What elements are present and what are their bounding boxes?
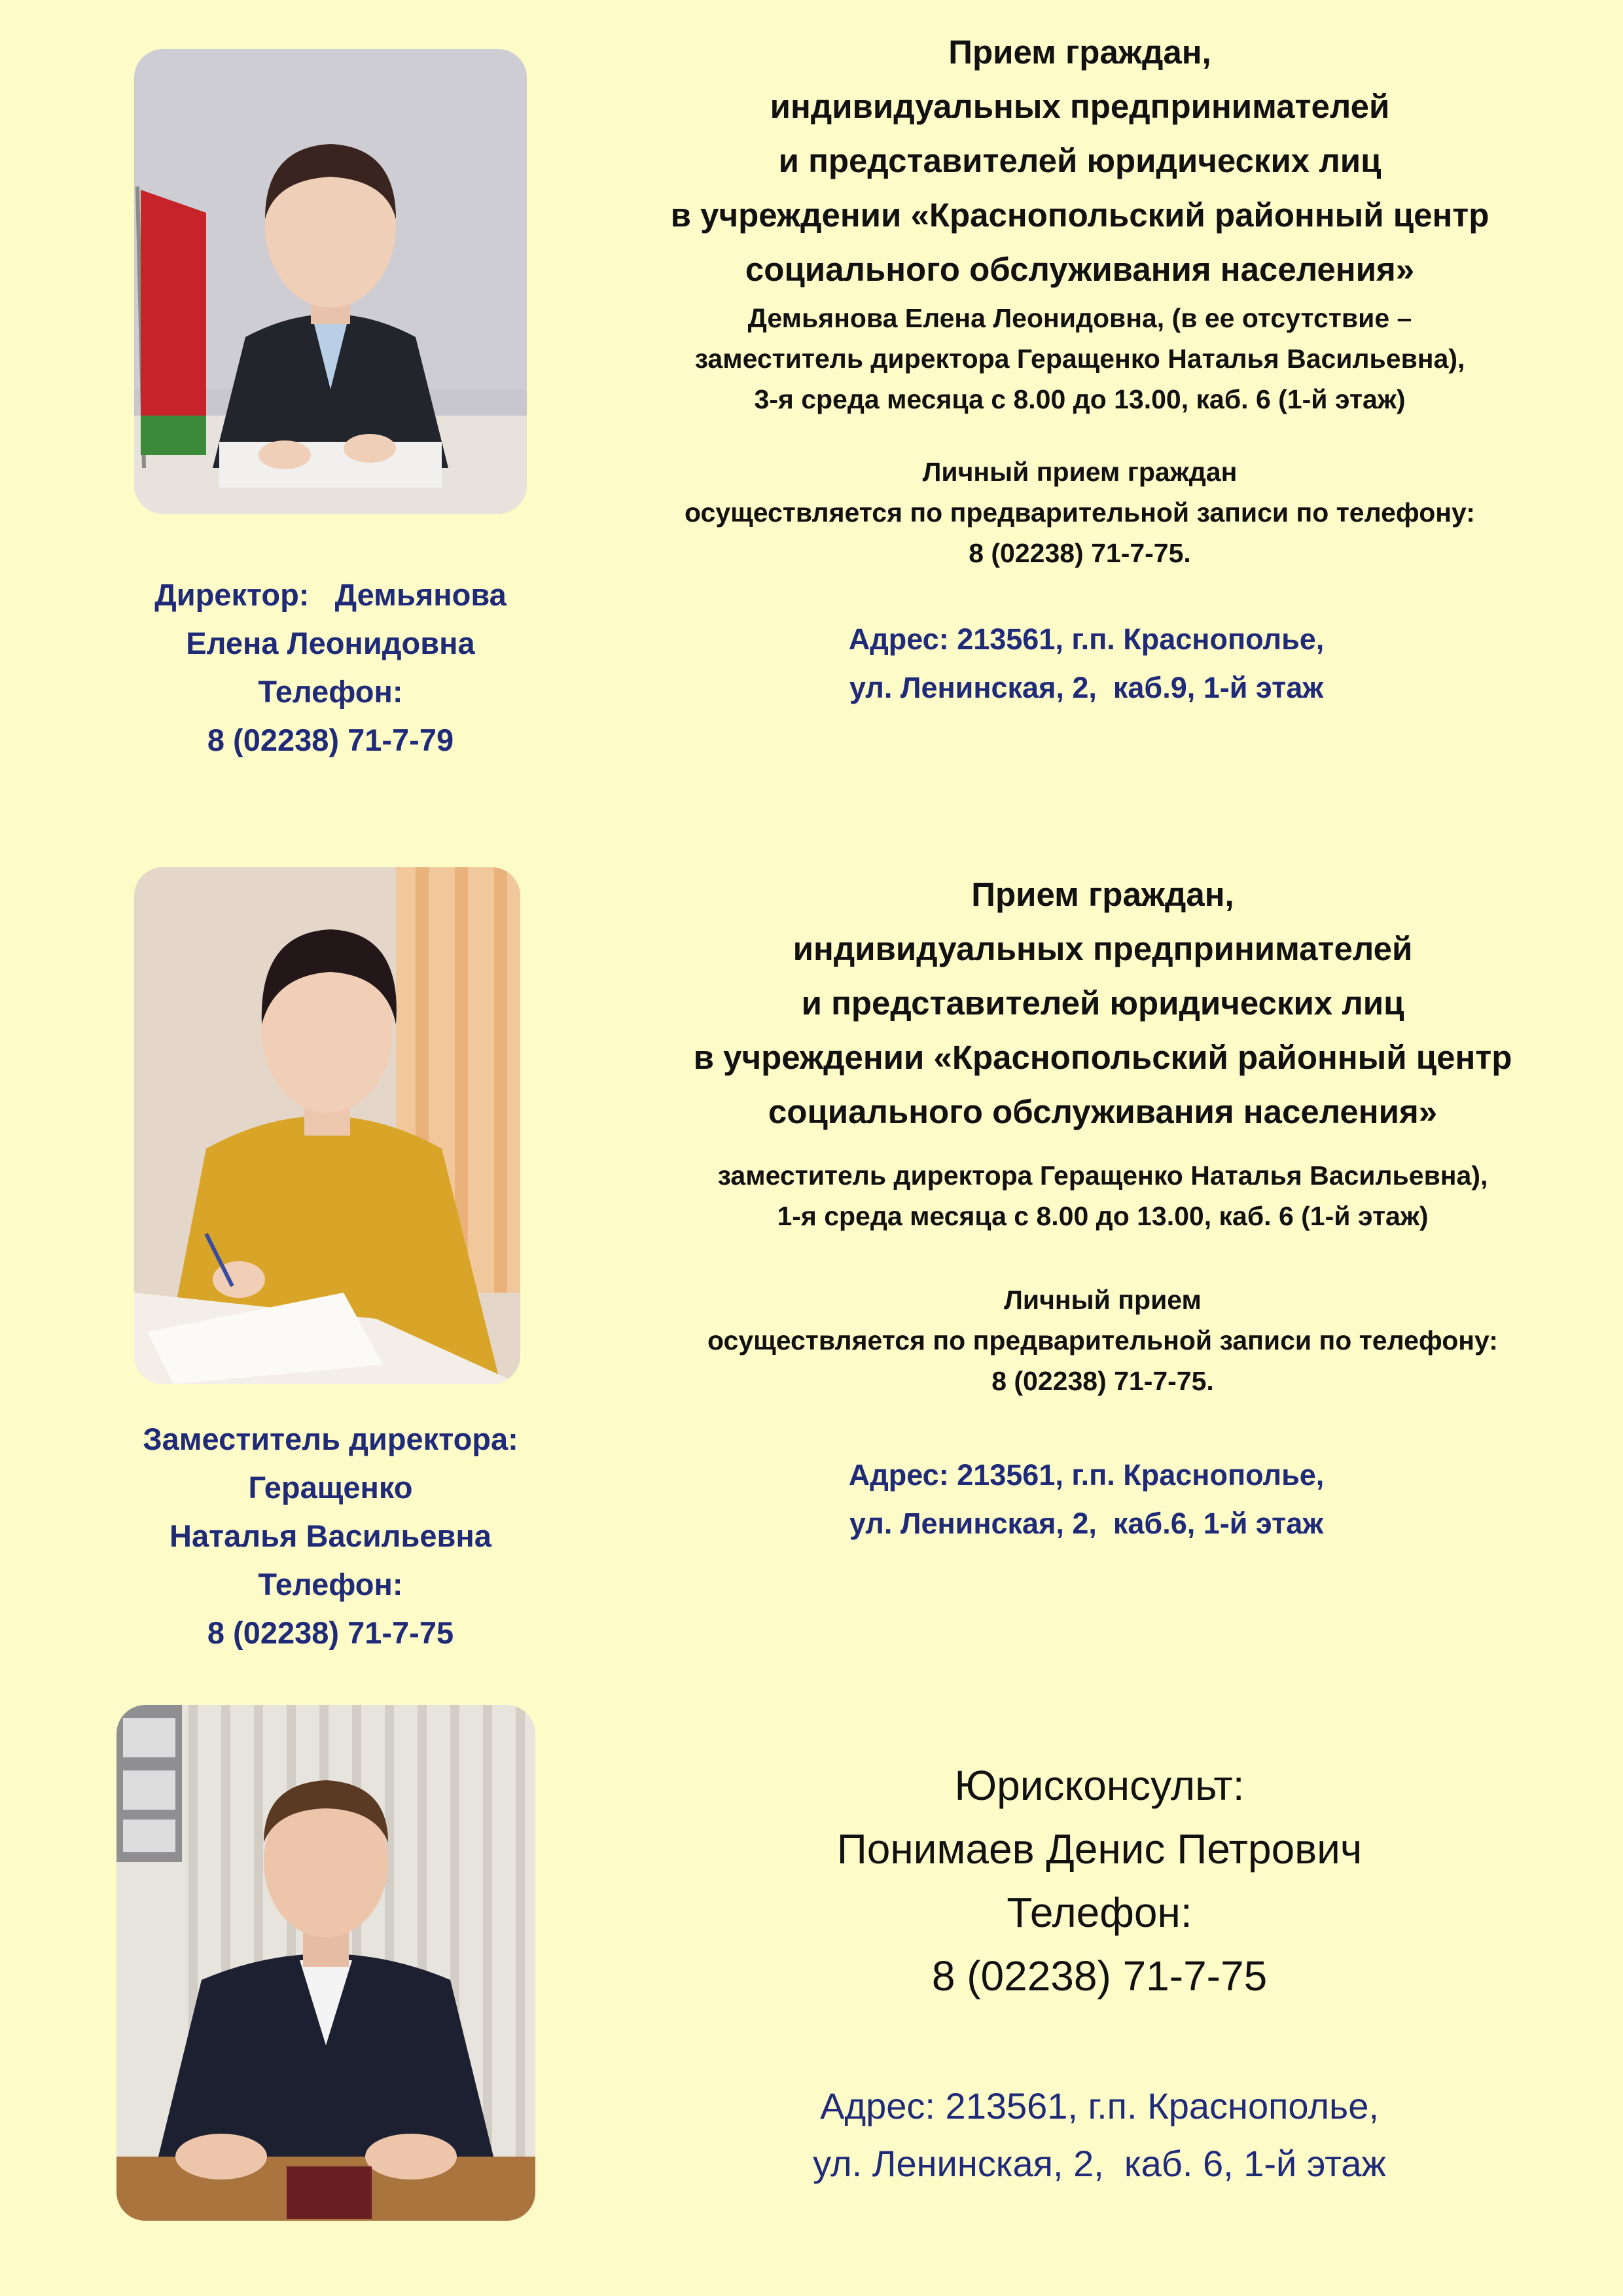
schedule-line: заместитель директора Геращенко Наталья Васильевна),	[694, 344, 1465, 374]
appointment-line: Личный прием граждан	[922, 457, 1238, 487]
deputy-director-photo	[134, 867, 520, 1384]
deputy-surname: Геращенко	[248, 1470, 413, 1505]
director-position: Директор: Демьянова	[154, 577, 507, 612]
section2-schedule	[589, 1155, 1616, 1236]
section2-appointment	[589, 1280, 1616, 1401]
section2-address	[628, 1451, 1544, 1548]
address-line: ул. Ленинская, 2, каб.9, 1-й этаж	[849, 671, 1324, 704]
deputy-caption	[85, 1415, 576, 1657]
section1-address	[628, 615, 1544, 712]
director-name: Елена Леонидовна	[186, 626, 475, 660]
deputy-name: Наталья Васильевна	[169, 1518, 491, 1553]
address-line: ул. Ленинская, 2, каб. 6, 1-й этаж	[813, 2143, 1386, 2184]
deputy-phone: 8 (02238) 71-7-75	[207, 1615, 454, 1650]
legal-advisor-photo	[116, 1705, 535, 2221]
address-line: Адрес: 213561, г.п. Краснополье,	[848, 622, 1325, 656]
appointment-line: 8 (02238) 71-7-75.	[969, 538, 1191, 568]
heading-line: Прием граждан,	[948, 33, 1211, 71]
address-line: ул. Ленинская, 2, каб.6, 1-й этаж	[849, 1507, 1324, 1540]
director-phone-label: Телефон:	[258, 674, 403, 709]
heading-line: Прием граждан,	[971, 876, 1234, 913]
director-phone: 8 (02238) 71-7-79	[207, 723, 454, 757]
appointment-line: Личный прием	[1004, 1285, 1202, 1315]
deputy-position: Заместитель директора:	[143, 1422, 518, 1456]
appointment-line: осуществляется по предварительной записи по телефону:	[707, 1325, 1498, 1355]
heading-line: индивидуальных предпринимателей	[793, 930, 1413, 967]
heading-line: индивидуальных предпринимателей	[770, 88, 1390, 125]
appointment-line: 8 (02238) 71-7-75.	[991, 1366, 1214, 1396]
legal-advisor-info	[654, 1754, 1544, 2008]
section1-appointment	[563, 452, 1597, 573]
heading-line: в учреждении «Краснопольский районный центр	[670, 196, 1489, 234]
legal-advisor-phone: 8 (02238) 71-7-75	[931, 1952, 1268, 2000]
heading-line: и представителей юридических лиц	[801, 984, 1404, 1022]
heading-line: в учреждении «Краснопольский районный центр	[693, 1039, 1512, 1076]
address-line: Адрес: 213561, г.п. Краснополье,	[848, 1458, 1325, 1492]
director-photo	[134, 49, 527, 514]
schedule-line: Демьянова Елена Леонидовна, (в ее отсутствие –	[747, 303, 1412, 333]
legal-advisor-phone-label: Телефон:	[1007, 1889, 1192, 1936]
section1-schedule	[563, 298, 1597, 420]
section1-heading	[563, 25, 1597, 296]
deputy-phone-label: Телефон:	[258, 1567, 403, 1602]
schedule-line: 1-я среда месяца с 8.00 до 13.00, каб. 6 (1-й этаж)	[777, 1201, 1429, 1231]
section3-address	[654, 2077, 1544, 2193]
director-caption	[85, 571, 576, 764]
heading-line: социального обслуживания населения»	[745, 251, 1415, 288]
heading-line: и представителей юридических лиц	[778, 142, 1382, 179]
address-line: Адрес: 213561, г.п. Краснополье,	[820, 2085, 1379, 2126]
appointment-line: осуществляется по предварительной записи по телефону:	[685, 497, 1475, 528]
legal-advisor-name: Понимаев Денис Петрович	[836, 1825, 1363, 1873]
legal-advisor-position: Юрисконсульт:	[954, 1762, 1245, 1809]
heading-line: социального обслуживания населения»	[768, 1093, 1438, 1130]
section2-heading	[589, 867, 1616, 1139]
schedule-line: 3-я среда месяца с 8.00 до 13.00, каб. 6 (1-й этаж)	[754, 384, 1406, 414]
schedule-line: заместитель директора Геращенко Наталья Васильевна),	[717, 1160, 1488, 1191]
